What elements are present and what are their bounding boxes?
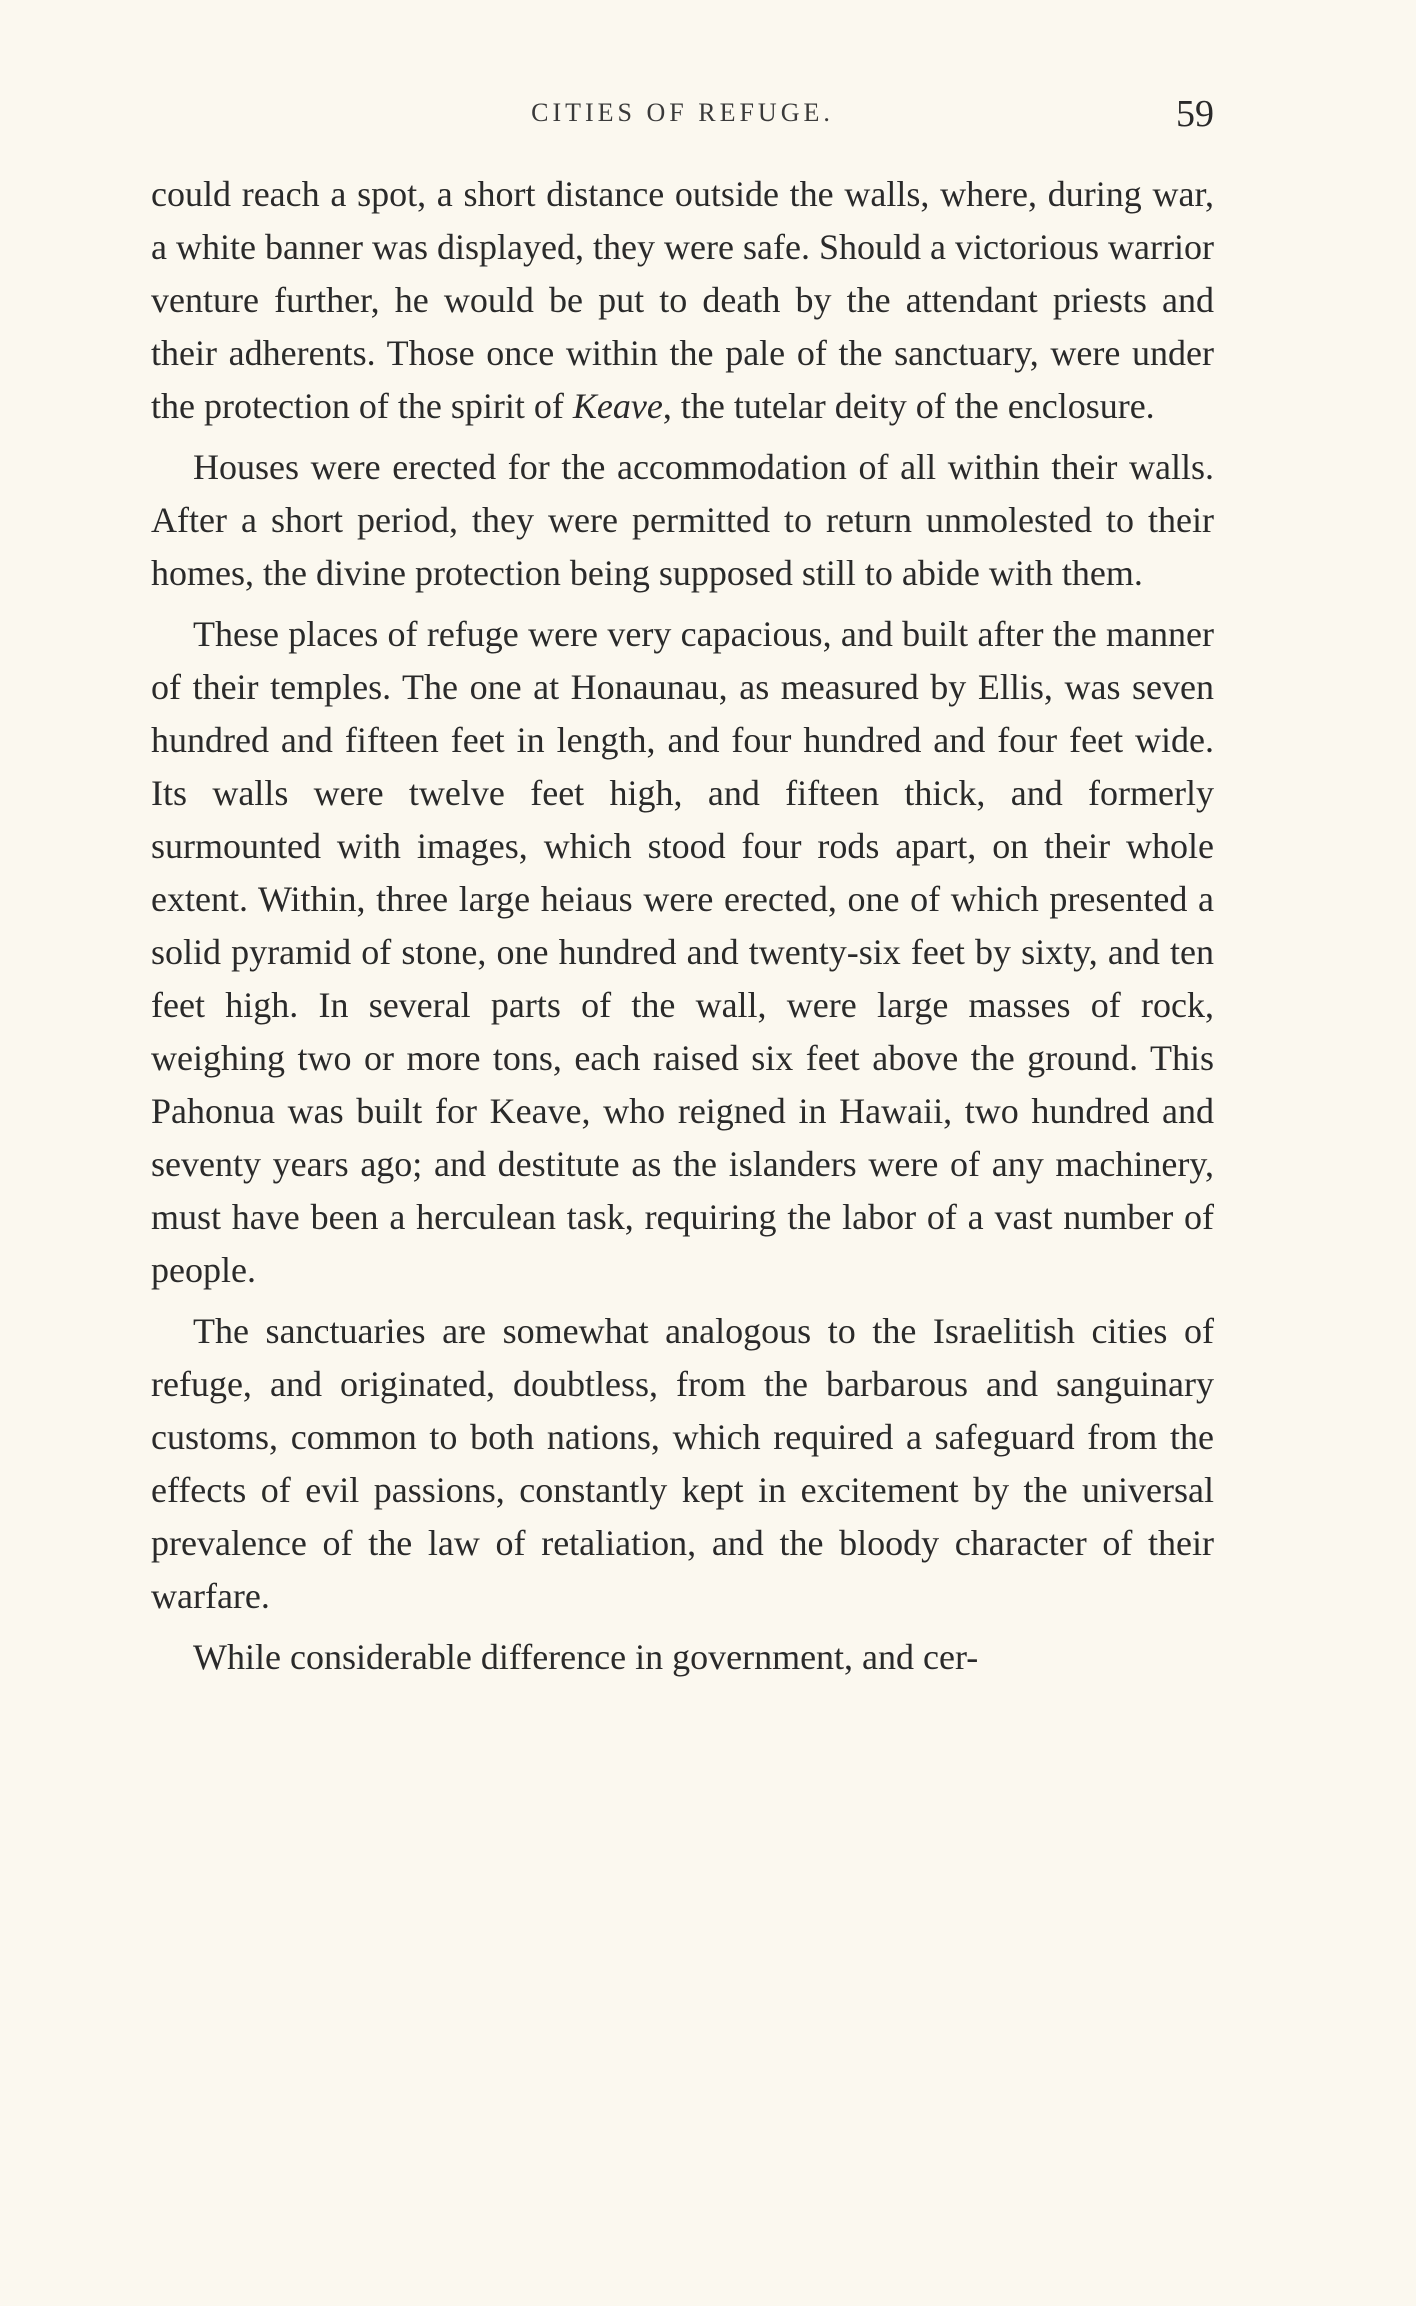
paragraph-1 <box>151 168 1214 433</box>
paragraph-3: These places of refuge were very capacious, and built after the manner of their temples. The one at Honaunau, as measured by Ellis, was seven hundred and fifteen feet in length, and four hundred and four feet wide. Its walls were twelve feet high, and fifteen thick, and formerly surmounted with images, which stood four rods apart, on their whole extent. Within, three large heiaus were erected, one of which presented a solid pyramid of stone, one hundred and twenty-six feet by sixty, and ten feet high. In several parts of the wall, were large masses of rock, weighing two or more tons, each raised six feet above the ground. This Pahonua was built for Keave, who reigned in Hawaii, two hundred and seventy years ago; and destitute as the islanders were of any machinery, must have been a herculean task, requiring the labor of a vast number of people. <box>151 614 1214 1290</box>
running-title: CITIES OF REFUGE. <box>531 98 834 127</box>
body-text <box>151 168 1214 1692</box>
paragraph-1-text-end: , the tutelar deity of the enclosure. <box>662 386 1155 426</box>
paragraph-1-text-start: could reach a spot, a short distance outside the walls, where, during war, a white banner was displayed, they were safe. Should a victorious warrior venture further, he would be put to death by the attendant priests and their adherents. Those once within the pale of the sanctuary, were under the protection of the spirit of <box>151 174 1214 426</box>
paragraph-2: Houses were erected for the accommodation of all within their walls. After a short period, they were permitted to return unmolested to their homes, the divine protection being supposed still to abide with them. <box>151 447 1214 593</box>
paragraph-4: The sanctuaries are somewhat analogous to the Israelitish cities of refuge, and originated, doubtless, from the barbarous and sanguinary customs, common to both nations, which required a safeguard from the effects of evil passions, constantly kept in excitement by the universal prevalence of the law of retaliation, and the bloody character of their warfare. <box>151 1311 1214 1616</box>
running-head <box>151 92 1214 136</box>
deity-name: Keave <box>572 386 663 426</box>
page-number: 59 <box>1176 93 1214 135</box>
paragraph-5: While considerable difference in government, and cer- <box>193 1637 979 1677</box>
